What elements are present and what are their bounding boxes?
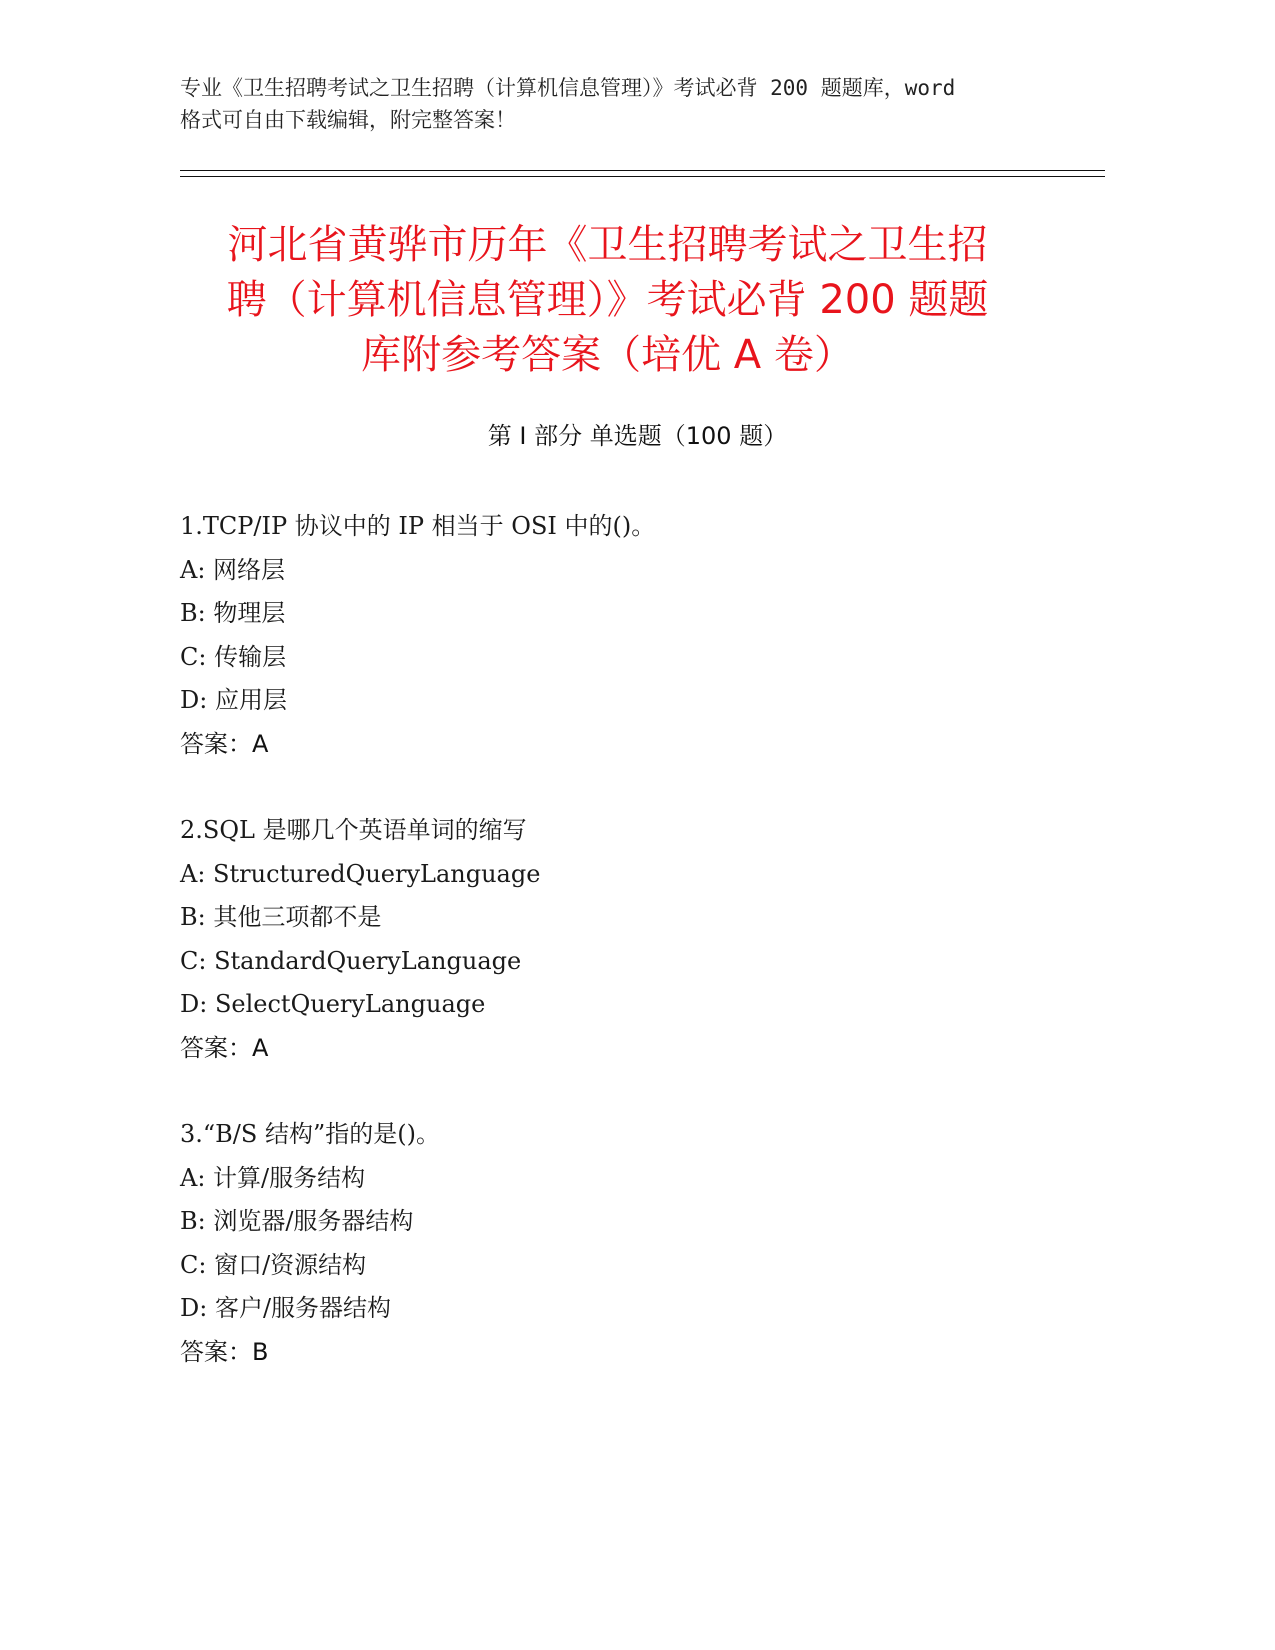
- question-3: [180, 1113, 1080, 1374]
- section-title: 第 I 部分 单选题（100 题）: [487, 422, 788, 450]
- header-note-line-1: 专业《卫生招聘考试之卫生招聘（计算机信息管理）》考试必背 200 题题库，word: [180, 76, 956, 100]
- header-note: [180, 72, 1050, 136]
- document-title-line-2: 聘（计算机信息管理）》考试必背 200 题题: [226, 277, 989, 323]
- option-b: B: 其他三项都不是: [180, 903, 382, 931]
- question-2: [180, 809, 1080, 1070]
- option-d: D: 应用层: [180, 686, 287, 714]
- document-title: [150, 218, 1065, 383]
- option-c: C: 窗口/资源结构: [180, 1250, 367, 1279]
- answer: 答案：A: [180, 729, 269, 758]
- question-stem: 1.TCP/IP 协议中的 IP 相当于 OSI 中的()。: [180, 512, 656, 540]
- option-d: D: 客户/服务器结构: [180, 1294, 392, 1322]
- option-a: A: StructuredQueryLanguage: [180, 859, 541, 888]
- question-stem: 2.SQL 是哪几个英语单词的缩写: [180, 816, 527, 844]
- answer: 答案：B: [180, 1337, 269, 1366]
- option-b: B: 物理层: [180, 599, 286, 627]
- header-divider-top: [180, 170, 1105, 171]
- header-divider-bottom: [180, 176, 1105, 177]
- option-b: B: 浏览器/服务器结构: [180, 1207, 414, 1235]
- header-note-line-2: 格式可自由下载编辑，附完整答案！: [180, 108, 516, 132]
- question-1: [180, 505, 1080, 766]
- option-a: A: 计算/服务结构: [180, 1163, 366, 1192]
- question-list: [180, 505, 1080, 1417]
- option-a: A: 网络层: [180, 555, 286, 584]
- document-title-line-1: 河北省黄骅市历年《卫生招聘考试之卫生招: [227, 222, 988, 268]
- question-stem: 3.“B/S 结构”指的是()。: [180, 1120, 440, 1148]
- option-c: C: StandardQueryLanguage: [180, 946, 522, 975]
- answer: 答案：A: [180, 1033, 269, 1062]
- option-d: D: SelectQueryLanguage: [180, 990, 486, 1018]
- option-c: C: 传输层: [180, 642, 287, 671]
- document-title-line-3: 库附参考答案（培优 A 卷）: [361, 332, 854, 378]
